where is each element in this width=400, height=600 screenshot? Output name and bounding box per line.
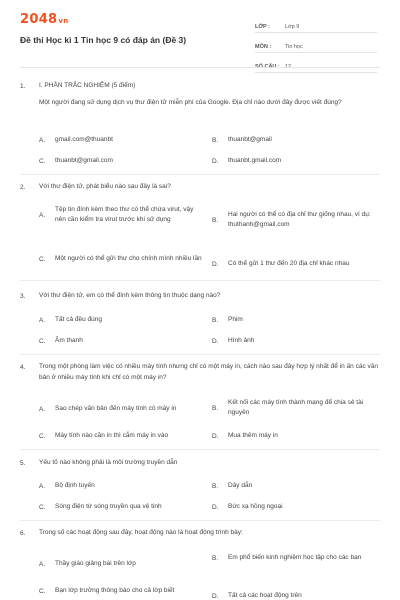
option-d[interactable] (212, 431, 382, 441)
option-text: Một người có thể gửi thư cho chính mình nhiều lần (55, 255, 202, 262)
option-text: Thầy giáo giảng bài trên lớp (55, 560, 136, 567)
logo-suffix: vn (58, 17, 69, 25)
option-c[interactable] (39, 502, 209, 512)
option-text: Sóng điện từ sóng truyền qua vệ tinh (55, 503, 162, 510)
section-title: I. PHẦN TRẮC NGHIỆM (5 điểm) (39, 82, 136, 89)
option-letter: B. (212, 136, 219, 144)
question-number: 4. (20, 364, 26, 371)
question-text: Trong một phòng làm việc có nhiều máy tính nhưng chỉ có một máy in, cách nào sau đây hợp lý nhất để in ấn các văn bản ở nhiều máy tính khi chỉ có một máy in? (39, 363, 378, 381)
option-text: Kết nối các máy tính thành mạng để chia sẻ tài nguyên (228, 399, 364, 416)
option-text: thuanbt@gmail.com (55, 157, 113, 164)
question-text: Một người đang sử dụng dịch vụ thư điện tử miễn phí của Google. Địa chỉ nào dưới đây được viết đúng? (39, 99, 342, 106)
option-d[interactable] (212, 502, 382, 512)
option-text: gmail.com@thuanbt (55, 136, 113, 143)
option-text: Bức xạ hồng ngoại (228, 503, 283, 510)
option-c[interactable] (39, 336, 209, 346)
meta-value: Tin học (285, 44, 303, 50)
option-d[interactable] (212, 156, 382, 166)
option-letter: D. (212, 157, 219, 165)
option-letter: A. (39, 405, 46, 413)
question-divider (20, 449, 380, 450)
option-letter: B. (212, 404, 219, 412)
option-c[interactable] (39, 156, 209, 166)
option-letter: B. (212, 216, 219, 224)
meta-key: MÔN : (255, 44, 272, 50)
option-text: Máy tính nào cần in thì cắm máy in vào (55, 432, 169, 439)
option-text: Sao chép văn bản đến máy tính có máy in (55, 405, 177, 412)
option-letter: A. (39, 316, 46, 324)
page-title: Đề thi Học kì 1 Tin học 9 có đáp án (Đề 3) (20, 35, 187, 45)
option-letter: C. (39, 255, 46, 263)
option-letter: A. (39, 560, 46, 568)
option-letter: C. (39, 587, 46, 595)
option-letter: C. (39, 337, 46, 345)
option-letter: D. (212, 592, 219, 600)
site-logo[interactable]: 2048vn (20, 12, 69, 27)
question-text: Yếu tố nào không phải là môi trường truyền dẫn (39, 459, 178, 466)
option-text: Tất cả các hoạt động trên (228, 592, 302, 599)
option-letter: B. (212, 482, 219, 490)
option-text: Em phổ biến kinh nghiệm học tập cho các bạn (228, 554, 362, 561)
option-b[interactable] (212, 315, 382, 325)
option-text: Hai người có thể có địa chỉ thư giống nhau, ví dụ: thuthanh@gmail.com (228, 211, 371, 228)
question-divider (20, 280, 380, 281)
question-number: 2. (20, 184, 26, 191)
option-letter: B. (212, 316, 219, 324)
option-letter: D. (212, 337, 219, 345)
option-a[interactable] (39, 481, 209, 491)
option-b[interactable] (212, 481, 382, 491)
option-d[interactable] (212, 336, 382, 346)
option-text: Hình ảnh (228, 337, 255, 344)
option-c[interactable] (39, 254, 204, 264)
meta-key: LỚP : (255, 24, 270, 30)
question-divider (20, 520, 380, 521)
option-text: Mua thêm máy in (228, 432, 278, 439)
question-number: 3. (20, 293, 26, 300)
option-a[interactable] (39, 559, 209, 569)
option-a[interactable] (39, 135, 209, 145)
option-b[interactable] (212, 135, 382, 145)
option-text: thuanbt.gmail.com (228, 157, 282, 164)
option-letter: D. (212, 432, 219, 440)
option-b[interactable] (212, 398, 382, 418)
option-text: Phim (228, 316, 243, 323)
question-number: 1. (20, 83, 26, 90)
option-letter: C. (39, 157, 46, 165)
option-text: thuanbt@gmail (228, 136, 272, 143)
option-text: Có thể gửi 1 thư đến 20 địa chỉ khác nhau (228, 260, 350, 267)
option-d[interactable] (212, 259, 382, 269)
option-letter: A. (39, 136, 46, 144)
option-letter: C. (39, 432, 46, 440)
option-letter: D. (212, 503, 219, 511)
question-number: 5. (20, 460, 26, 467)
option-text: Tất cả đều đúng (55, 316, 102, 323)
meta-value: Lớp 9 (285, 24, 300, 30)
option-b[interactable] (212, 210, 382, 230)
question-divider (20, 354, 380, 355)
question-divider (20, 174, 380, 175)
option-text: Tệp tin đính kèm theo thư có thể chứa virut, vậy nên cần kiểm tra virut trước khi sử dụng (55, 206, 194, 223)
question-text: Với thư điện tử, em có thể đính kèm thông tin thuộc dạng nào? (39, 292, 221, 299)
option-text: Âm thanh (55, 337, 83, 344)
option-a[interactable] (39, 404, 209, 414)
option-c[interactable] (39, 431, 209, 441)
option-letter: A. (39, 211, 46, 219)
question-number: 6. (20, 530, 26, 537)
question-text: Trong số các hoạt động sau đây, hoạt động nào là hoạt động trình bày: (39, 529, 243, 536)
option-text: Bạn lớp trưởng thông báo cho cả lớp biết (55, 587, 175, 594)
option-letter: C. (39, 503, 46, 511)
option-a[interactable] (39, 315, 209, 325)
option-d[interactable] (212, 591, 382, 600)
option-text: Bộ định tuyến (55, 482, 95, 489)
option-b[interactable] (212, 553, 382, 563)
option-letter: A. (39, 482, 46, 490)
option-a[interactable] (39, 205, 204, 225)
question-text: Với thư điện tử, phát biểu nào sau đây là sai? (39, 183, 171, 190)
option-letter: D. (212, 260, 219, 268)
option-text: Dây dẫn (228, 482, 253, 489)
option-c[interactable] (39, 586, 209, 596)
option-letter: B. (212, 554, 219, 562)
